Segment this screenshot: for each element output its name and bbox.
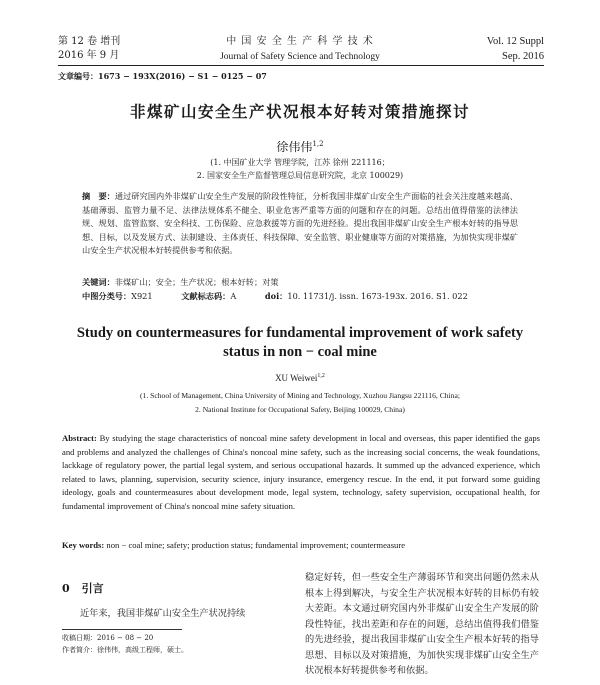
journal-name-en: Journal of Safety Science and Technology [220, 52, 380, 62]
author-name-cn: 徐伟伟 [276, 140, 313, 154]
abstract-en [62, 432, 540, 513]
intro-right-paragraph: 稳定好转，但一些安全生产薄弱环节和突出问题仍然未从根本上得到解决，与安全生产状况根本好转的目标仍有较大差距。本文通过研究国内外非煤矿山安全生产发展的阶段性特征，找出差距和存在的问题，总结出值得我们借鉴的先进经验，提出我国非煤矿山安全生产根本好转的指导思想、目标以及对策措施，为加快实现非煤矿山安全生产状况根本好转提供参考和依据。 [305, 572, 539, 676]
abstract-cn-text: 通过研究国内外非煤矿山安全生产发展的阶段性特征，分析我国非煤矿山安全生产面临的社会关注度越来越高、基础薄弱、监管力量不足、法律法规体系不健全、职业危害严重等方面的问题和存在的问题。总结出值得借鉴的法律法规、规划、监管监察、安全科技、工伤保险、应急救援等方面的先进经验。提出我国非煤矿山安全生产根本好转的指导思想、目标，以及发展方式、法制建设、主体责任、科技保障、安全监管、职业健康等方面的对策措施，为加快实现非煤矿山安全生产状况根本好转提供参考和依据。 [82, 191, 518, 255]
clc-value: X921 [131, 291, 153, 301]
paper-title-en-line2: status in non − coal mine [223, 344, 377, 360]
author-name-en: XU Weiwei [275, 373, 318, 383]
clc-label: 中图分类号： [82, 291, 132, 301]
journal-name-cn: 中 国 安 全 生 产 科 学 技 术 [226, 36, 374, 47]
footnote-rule [62, 629, 182, 630]
header-rule [58, 65, 544, 66]
affiliation-en-2: 2. National Institute for Occupational Safety, Beijing 100029, China) [195, 405, 405, 414]
header-volume-en: Vol. 12 Suppl [486, 36, 544, 47]
doc-code-label: 文献标志码： [181, 291, 231, 301]
article-number: 文章编号：1673 − 193X(2016) − S1 − 0125 − 07 [58, 71, 267, 81]
affiliation-en-1: (1. School of Management, China University of Mining and Technology, Xuzhou Jiangsu 221116, China; [140, 391, 460, 400]
classification-line [82, 290, 518, 304]
doi-value: 10. 11731/j. issn. 1673-193x. 2016. S1. 022 [287, 291, 468, 301]
header-date: 2016 年 9 月 [58, 50, 120, 61]
abstract-en-label: Abstract: [62, 433, 97, 443]
abstract-cn-label: 摘 要： [82, 191, 115, 201]
author-affil-sup-cn: 1,2 [312, 140, 324, 148]
keywords-en-text: non − coal mine; safety; production status; fundamental improvement; countermeasure [106, 540, 406, 550]
abstract-cn [82, 190, 518, 258]
keywords-cn [82, 276, 518, 290]
intro-left-paragraph: 近年来，我国非煤矿山安全生产状况持续 [80, 608, 246, 619]
affiliation-cn-1: (1. 中国矿业大学 管理学院，江苏 徐州 221116； [210, 158, 390, 167]
doc-code-value: A [230, 291, 237, 301]
footnote-author: 作者简介：徐伟伟，高级工程师，硕士。 [62, 646, 188, 654]
header-date-en: Sep. 2016 [502, 51, 544, 62]
keywords-cn-text: 非煤矿山；安全；生产状况；根本好转；对策 [114, 277, 279, 287]
footnote-received: 收稿日期：2016 − 08 − 20 [62, 634, 154, 642]
affiliation-cn-2: 2. 国家安全生产监督管理总局信息研究院，北京 100029) [196, 171, 404, 180]
abstract-en-text: By studying the stage characteristics of noncoal mine safety development in local and overseas, this paper identified the gaps and problems and analyzed the challenges of China's noncoal mine safety, such as the increasing social concerns, the weak foundations, lackkage of regulatory power, the partial legal system, and serious occupational hazards. It summed up the advanced experience, which related to laws, planning, supervision, security science, injury insurance, emergency rescue. In the end, it put forward some guiding ideology, goals and countermeasures about development mode, legal system, technology, safety supervision, occupational health, for fundamental improvement of China's noncoal mine safety situation. [62, 433, 540, 511]
doi-label: doi： [264, 291, 288, 301]
paper-title-en-line1: Study on countermeasures for fundamental improvement of work safety [76, 325, 524, 341]
section-heading [62, 580, 104, 596]
paper-title-cn: 非煤矿山安全生产状况根本好转对策措施探讨 [129, 102, 470, 121]
section-title: 引言 [81, 582, 104, 595]
author-cn [0, 138, 600, 155]
author-en [0, 373, 600, 383]
keywords-cn-label: 关键词： [82, 277, 115, 287]
section-number: 0 [62, 582, 70, 595]
header-volume: 第 12 卷 增刊 [58, 36, 121, 47]
keywords-en [62, 539, 540, 553]
author-affil-sup-en: 1,2 [317, 373, 325, 379]
keywords-en-label: Key words: [62, 540, 105, 550]
